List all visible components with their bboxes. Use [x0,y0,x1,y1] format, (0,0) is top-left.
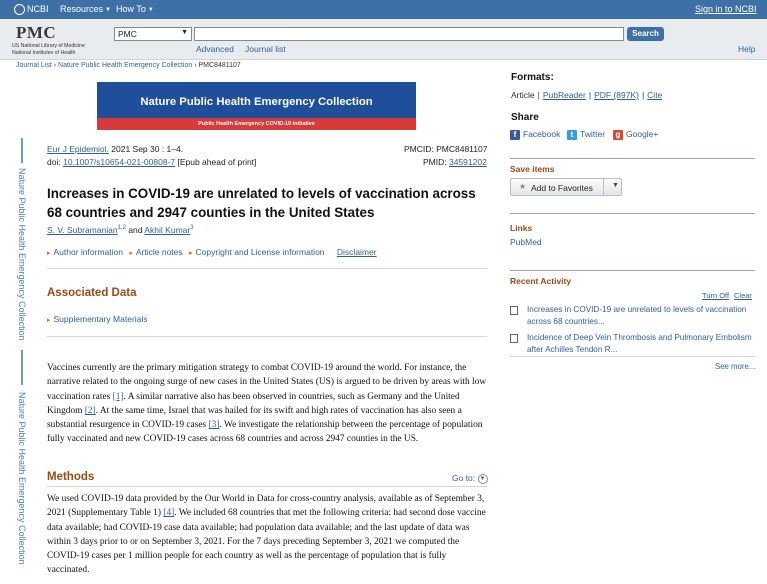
howto-label: How To [116,4,146,14]
database-select-value: PMC [118,29,137,39]
methods-heading: Methods [47,471,95,483]
author-affiliation[interactable]: 1,2 [117,225,126,232]
reference-link[interactable]: [1] [112,391,124,402]
add-to-favorites-button[interactable] [510,178,622,196]
article-notes-label: Article notes [135,247,183,257]
goto-label: Go to: [452,473,476,483]
author-info-toggle[interactable] [47,247,123,257]
cite-link[interactable]: Cite [647,90,663,100]
format-pubreader-link[interactable]: PubReader [542,90,586,100]
ncbi-logo-icon [14,4,25,15]
google-plus-icon: g [613,130,623,140]
advanced-link[interactable]: Advanced [196,44,234,54]
associated-data-heading: Associated Data [47,287,137,299]
triangle-right-icon: ▸ [47,317,51,324]
ncbi-top-bar [0,0,767,19]
author-separator: and [128,225,143,235]
article-title: Increases in COVID-19 are unrelated to levels of vaccination across 68 countries and 2947 counties in the United States [47,186,476,220]
disclaimer-link[interactable]: Disclaimer [336,247,377,257]
see-more-link[interactable]: See more... [715,362,756,371]
document-icon [510,334,518,343]
journal-list-link[interactable]: Journal list [245,44,286,54]
search-header [0,19,767,60]
collection-rule [21,138,23,163]
recent-activity-heading: Recent Activity [510,276,572,286]
google-label: Google+ [626,129,659,139]
save-items-heading: Save items [510,164,555,174]
nlm-label: US National Library of Medicine [12,43,85,49]
share-twitter[interactable] [567,129,605,140]
reference-link[interactable]: [3] [208,420,220,431]
divider [510,158,755,159]
banner-title: Nature Public Health Emergency Collection [140,96,373,108]
share-google[interactable] [613,129,658,140]
nih-label: National Institutes of Health [12,50,76,56]
goto-menu[interactable] [452,473,488,484]
methods-paragraph [47,492,487,578]
resources-label: Resources [60,4,104,14]
pmc-logo[interactable]: PMC [16,23,57,42]
copyright-label: Copyright and License information [195,247,325,257]
citation-date: 2021 Sep 30 : 1–4. [111,144,184,154]
article-info-links [47,247,377,257]
supplementary-toggle[interactable] [47,314,148,324]
author-info-label: Author information [53,247,123,257]
pubmed-link[interactable]: PubMed [510,237,542,247]
star-icon: ★ [519,182,527,191]
journal-link[interactable]: Eur J Epidemiol. [47,144,109,154]
divider [510,356,755,357]
citation-line [47,144,183,154]
sign-in-link[interactable]: Sign in to NCBI [695,4,757,14]
links-heading: Links [510,223,533,233]
chevron-down-icon[interactable]: ▼ [612,182,619,189]
supplementary-label: Supplementary Materials [53,314,148,324]
triangle-right-icon: ▸ [129,250,133,257]
intro-text: Vaccines currently are the primary mitigation strategy to combat COVID-19 around the world. For instance, the narrative related to the ongoing surge of new cases in the United States (US) is argued to be driven by areas with low vaccination rates [47,363,487,402]
author-link[interactable]: S. V. Subramanian [47,225,118,235]
howto-menu[interactable] [116,4,154,14]
reference-link[interactable]: [2] [84,405,96,416]
intro-text: . At the same time, Israel that was hailed for its swift and high rates of vaccination has also seen a substantial resurgence in COVID-19 cases [47,405,462,431]
turn-off-link[interactable]: Turn Off [702,291,730,300]
intro-paragraph [47,361,487,447]
recent-activity-item[interactable]: Incidence of Deep Vein Thrombosis and Pulmonary Embolism after Achilles Tendon R... [527,333,752,354]
methods-text: . We included 68 countries that met the following criteria: had second dose vaccine data available; had COVID-19 case data available; had population data available; and the last update of data was within 3 days prior to or on September 3, 2021. For the 7 days preceding September 3, 2021 we computed the COVID-19 cases per 1 million people for each country as well as the percentage of population that is fully vaccinated. [47,508,486,576]
copyright-toggle[interactable] [189,247,325,257]
divider [47,486,487,487]
collection-rule [21,350,23,385]
chevron-down-icon: ▼ [478,474,488,484]
methods-text: We used COVID-19 data provided by the Our World in Data for cross-country analysis, available as of September 3, 2021 (Supplementary Table 1) [47,494,485,519]
breadcrumb-journal-list[interactable]: Journal List [16,62,52,69]
collection-side-label[interactable]: Nature Public Health Emergency Collection [17,168,27,341]
divider [47,268,487,269]
pmid-link[interactable]: 34591202 [449,157,487,167]
banner-subtitle: Public Health Emergency COVID-19 Initiative [97,118,416,130]
breadcrumb-current: PMC8481107 [198,62,241,69]
divider [510,270,755,271]
chevron-down-icon: ▼ [105,6,111,13]
divider [510,213,755,214]
resources-menu[interactable] [60,4,111,14]
author-affiliation[interactable]: 3 [190,225,194,232]
intro-text: . We investigate the relationship between the percentage of population fully vaccinated and new COVID-19 cases across 68 countries and across 2947 counties in the US. [47,420,483,445]
twitter-icon: t [567,130,577,140]
facebook-icon: f [510,130,520,140]
clear-link[interactable]: Clear [734,291,752,300]
ncbi-brand[interactable] [14,4,49,15]
share-heading: Share [511,112,539,123]
help-link[interactable]: Help [738,44,756,54]
document-icon [510,306,518,315]
divider [47,336,487,337]
doi-label: doi: [47,157,61,167]
search-button[interactable]: Search [627,27,664,41]
recent-activity-item[interactable]: Increases in COVID-19 are unrelated to levels of vaccination across 68 countries... [527,305,747,326]
button-divider [603,179,604,195]
database-select[interactable] [114,27,192,41]
format-article: Article [511,90,535,100]
chevron-down-icon: ▼ [147,6,154,13]
collection-side-label[interactable]: Nature Public Health Emergency Collection [17,392,27,565]
article-notes-toggle[interactable] [129,247,182,257]
breadcrumb-collection[interactable]: Nature Public Health Emergency Collection [58,62,193,69]
ncbi-brand-label: NCBI [27,4,49,14]
triangle-right-icon: ▸ [189,250,193,257]
triangle-right-icon: ▸ [47,250,51,257]
formats-heading: Formats: [511,72,554,83]
search-input[interactable] [194,27,624,41]
pmid-label: PMID: [423,157,447,167]
epub-note: [Epub ahead of print] [177,157,257,167]
doi-line [47,157,256,167]
author-link[interactable]: Akhil Kumar [144,225,191,235]
breadcrumb: Journal List › Nature Public Health Emergency Collection › PMC8481107 [16,62,241,69]
author-line [47,225,194,235]
facebook-label: Facebook [523,129,561,139]
intro-text: . A similar narrative also has been observed in countries, such as Germany and the United Kingdom [47,391,460,416]
formats-list: Article | PubReader | PDF (897K) | Cite [511,90,663,100]
add-to-favorites-label: Add to Favorites [531,183,593,193]
twitter-label: Twitter [580,129,606,139]
chevron-down-icon: ▼ [181,29,188,36]
reference-link[interactable]: [4] [163,508,175,519]
pmcid: PMCID: PMC8481107 [404,144,488,154]
doi-link[interactable]: 10.1007/s10654-021-00808-7 [63,157,176,167]
share-facebook[interactable] [510,129,560,140]
pmid-line [423,157,487,167]
format-pdf-link[interactable]: PDF (897K) [594,90,639,100]
